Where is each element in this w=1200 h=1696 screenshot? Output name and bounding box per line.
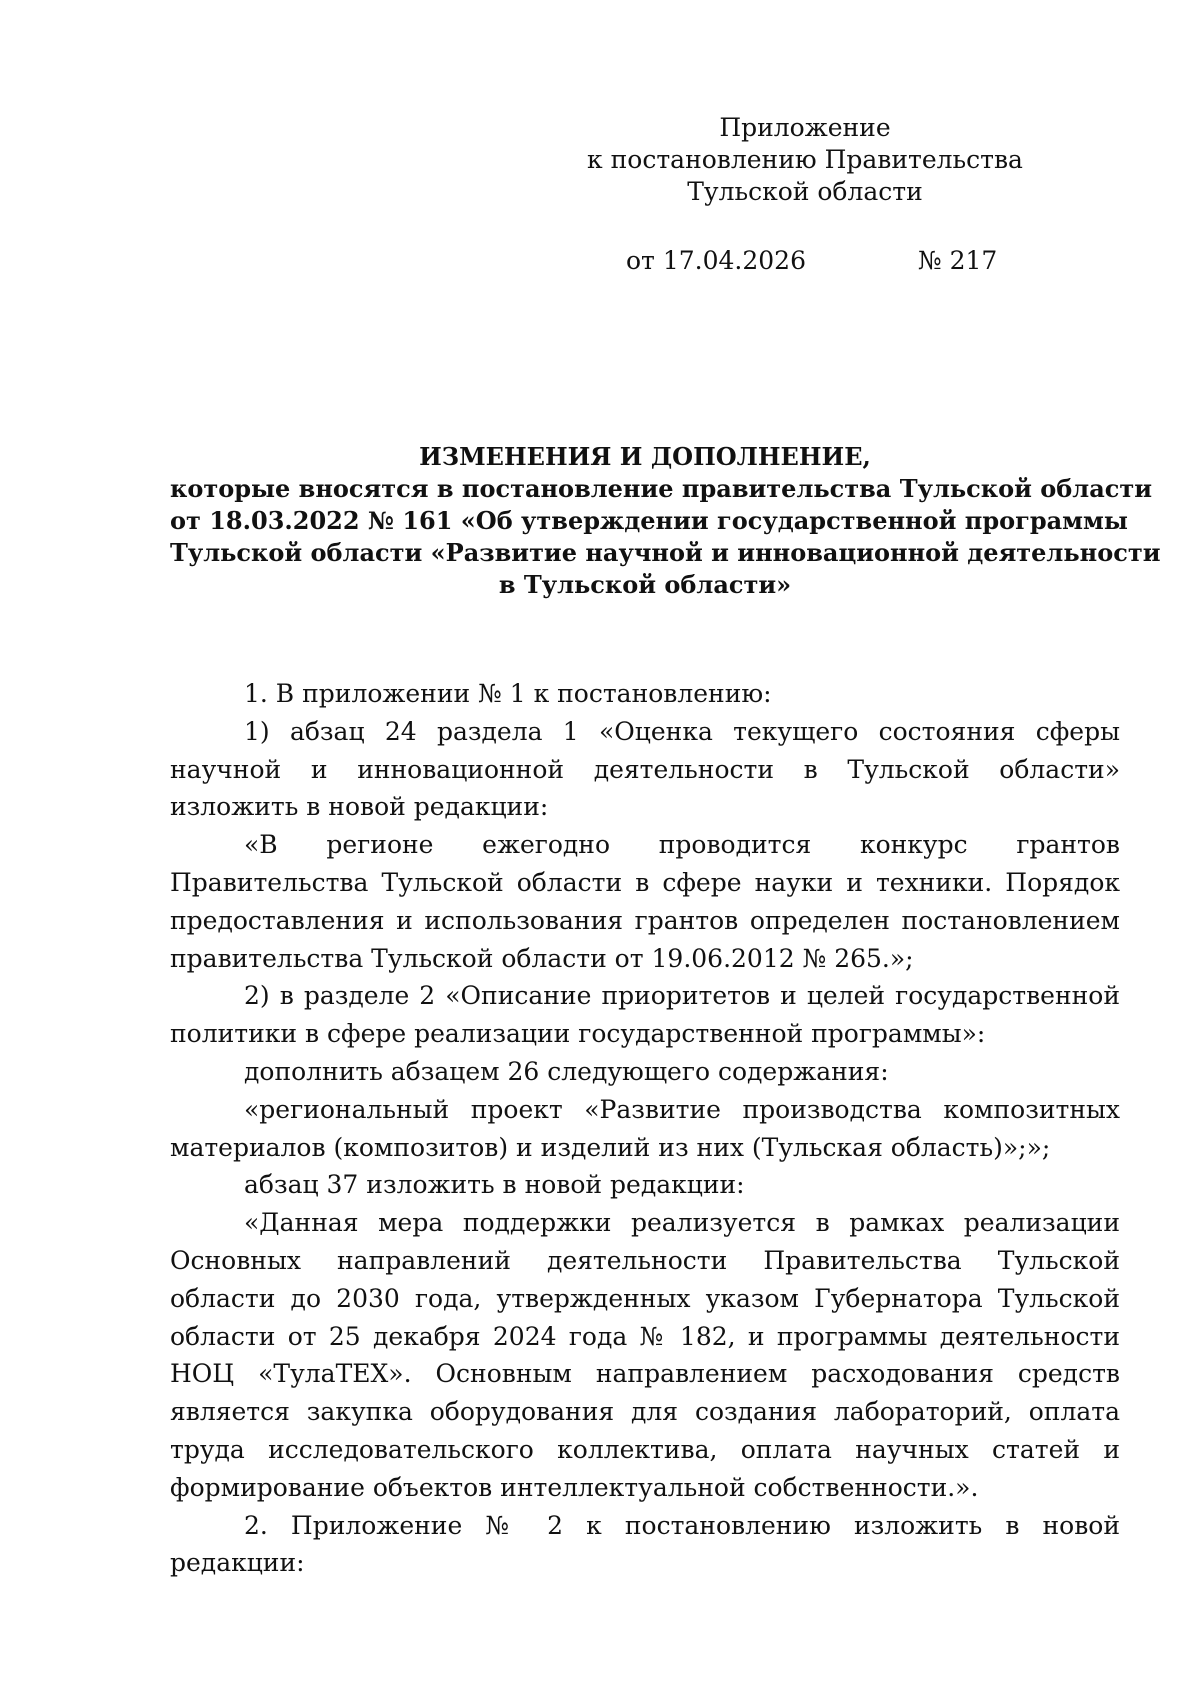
paragraph: 1) абзац 24 раздела 1 «Оценка текущего состояния сферы научной и инновационной деятельности в Тульской области» изложить в новой редакции: bbox=[170, 716, 1120, 822]
title-line: которые вносятся в постановление правительства Тульской области bbox=[170, 474, 1153, 503]
document-title bbox=[170, 441, 1161, 601]
appendix-label: Приложение bbox=[719, 113, 891, 142]
title-line: ИЗМЕНЕНИЯ И ДОПОЛНЕНИЕ, bbox=[419, 442, 871, 471]
document-body bbox=[170, 675, 1120, 1582]
paragraph: «региональный проект «Развитие производства композитных материалов (композитов) и изделий из них (Тульская область)»;»; bbox=[170, 1094, 1120, 1162]
paragraph: дополнить абзацем 26 следующего содержания: bbox=[244, 1056, 889, 1086]
paragraph: 1. В приложении № 1 к постановлению: bbox=[244, 679, 772, 708]
paragraph: 2. Приложение № 2 к постановлению изложить в новой редакции: bbox=[170, 1510, 1120, 1578]
paragraph: абзац 37 изложить в новой редакции: bbox=[244, 1170, 745, 1200]
paragraph: «Данная мера поддержки реализуется в рамках реализации Основных направлений деятельности Правительства Тульской области до 2030 года, утвержденных указом Губернатора Тульской области от 25 декабря 2024 года № 182, и программы деятельности НОЦ «ТулаТЕХ». Основным направлением расходования средств является закупка оборудования для создания лабораторий, оплата труда исследовательского коллектива, оплата научных статей и формирование объектов интеллектуальной собственности.». bbox=[170, 1208, 1120, 1502]
paragraph: 2) в разделе 2 «Описание приоритетов и целей государственной политики в сфере реализации государственной программы»: bbox=[170, 981, 1120, 1049]
title-line: в Тульской области» bbox=[498, 570, 792, 599]
title-line: от 18.03.2022 № 161 «Об утверждении государственной программы bbox=[170, 506, 1128, 535]
resolution-number: № 217 bbox=[918, 246, 998, 275]
appendix-header bbox=[580, 112, 1030, 208]
resolution-date: от 17.04.2026 bbox=[626, 246, 806, 275]
appendix-region: Тульской области bbox=[687, 177, 923, 206]
appendix-reference: к постановлению Правительства bbox=[587, 145, 1023, 174]
paragraph: «В регионе ежегодно проводится конкурс грантов Правительства Тульской области в сфере науки и техники. Порядок предоставления и использования грантов определен постановлением правительства Тульской области от 19.06.2012 № 265.»; bbox=[170, 830, 1120, 973]
title-line: Тульской области «Развитие научной и инновационной деятельности bbox=[170, 538, 1161, 567]
